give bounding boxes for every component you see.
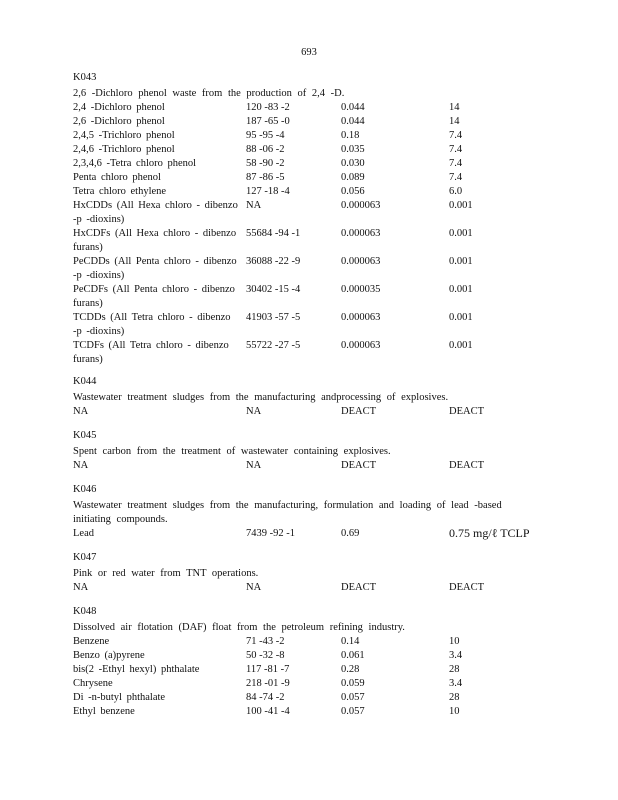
nonwastewater-standard: 7.4	[449, 130, 463, 141]
nonwastewater-standard: 7.4	[449, 144, 463, 155]
wastewater-standard: 0.030	[341, 158, 365, 169]
cas-number: 30402 -15 -4	[246, 284, 301, 295]
cas-number: 120 -83 -2	[246, 102, 290, 113]
wastewater-standard: 0.000063	[341, 200, 381, 211]
constituent-name: Benzene	[73, 636, 110, 647]
nonwastewater-standard: 0.001	[449, 200, 473, 211]
nonwastewater-standard: 10	[449, 706, 460, 717]
cas-number: NA	[246, 582, 262, 593]
constituent-name: Ethyl benzene	[73, 706, 135, 717]
waste-section-k045	[73, 431, 543, 473]
constituent-row	[73, 199, 543, 227]
wastewater-standard: 0.044	[341, 116, 365, 127]
wastewater-standard: 0.035	[341, 144, 365, 155]
constituent-name: 2,4,6 -Trichloro phenol	[73, 144, 175, 155]
constituent-name: HxCDFs (All Hexa chloro - dibenzo furans)	[73, 228, 237, 253]
waste-code: K045	[73, 430, 97, 441]
constituent-row	[73, 157, 543, 171]
nonwastewater-standard: 28	[449, 664, 460, 675]
constituent-name: bis(2 -Ethyl hexyl) phthalate	[73, 664, 200, 675]
waste-code: K048	[73, 606, 97, 617]
cas-number: 117 -81 -7	[246, 664, 290, 675]
cas-number: NA	[246, 200, 262, 211]
constituent-name: Lead	[73, 528, 94, 539]
constituent-name: HxCDDs (All Hexa chloro - dibenzo -p -dioxins)	[73, 200, 238, 225]
wastewater-standard: 0.089	[341, 172, 365, 183]
waste-description: Wastewater treatment sludges from the manufacturing andprocessing of explosives.	[73, 392, 449, 403]
wastewater-standard: 0.000063	[341, 340, 381, 351]
wastewater-standard: 0.057	[341, 692, 365, 703]
nonwastewater-standard: 0.001	[449, 284, 473, 295]
cas-number: 84 -74 -2	[246, 692, 285, 703]
nonwastewater-standard: 7.4	[449, 172, 463, 183]
waste-code: K044	[73, 376, 97, 387]
waste-code: K043	[73, 72, 97, 83]
nonwastewater-standard: 0.75 mg/ℓ TCLP	[449, 526, 530, 540]
constituent-row	[73, 459, 543, 473]
constituent-name: 2,4 -Dichloro phenol	[73, 102, 165, 113]
constituent-row	[73, 283, 543, 311]
cas-number: 218 -01 -9	[246, 678, 290, 689]
waste-section-k046	[73, 485, 543, 541]
constituent-row	[73, 129, 543, 143]
constituent-name: TCDFs (All Tetra chloro - dibenzo furans)	[73, 340, 229, 365]
waste-description: Dissolved air flotation (DAF) float from the petroleum refining industry.	[73, 622, 405, 633]
constituent-row	[73, 185, 543, 199]
constituent-name: PeCDFs (All Penta chloro - dibenzo furans)	[73, 284, 235, 309]
nonwastewater-standard: 6.0	[449, 186, 463, 197]
nonwastewater-standard: DEACT	[449, 582, 484, 593]
waste-section-k048	[73, 607, 543, 719]
cas-number: 50 -32 -8	[246, 650, 285, 661]
waste-description: Pink or red water from TNT operations.	[73, 568, 259, 579]
wastewater-standard: 0.000063	[341, 312, 381, 323]
waste-description: Spent carbon from the treatment of wastewater containing explosives.	[73, 446, 391, 457]
wastewater-standard: 0.056	[341, 186, 365, 197]
nonwastewater-standard: 14	[449, 102, 460, 113]
cas-number: 58 -90 -2	[246, 158, 285, 169]
cas-number: 55684 -94 -1	[246, 228, 301, 239]
nonwastewater-standard: 10	[449, 636, 460, 647]
waste-section-k044	[73, 377, 543, 419]
cas-number: 55722 -27 -5	[246, 340, 301, 351]
constituent-name: Benzo (a)pyrene	[73, 650, 145, 661]
waste-description: Wastewater treatment sludges from the manufacturing, formulation and loading of lead -based initiating compounds.	[73, 500, 502, 525]
wastewater-standard: DEACT	[341, 582, 376, 593]
wastewater-standard: DEACT	[341, 460, 376, 471]
constituent-row	[73, 649, 543, 663]
nonwastewater-standard: DEACT	[449, 460, 484, 471]
constituent-row	[73, 227, 543, 255]
constituent-row	[73, 101, 543, 115]
wastewater-standard: 0.18	[341, 130, 360, 141]
wastewater-standard: 0.14	[341, 636, 360, 647]
cas-number: 36088 -22 -9	[246, 256, 301, 267]
constituent-row	[73, 339, 543, 367]
cas-number: 7439 -92 -1	[246, 528, 295, 539]
constituent-name: 2,4,5 -Trichloro phenol	[73, 130, 175, 141]
nonwastewater-standard: 28	[449, 692, 460, 703]
constituent-row	[73, 663, 543, 677]
wastewater-standard: 0.061	[341, 650, 365, 661]
nonwastewater-standard: 3.4	[449, 650, 463, 661]
constituent-row	[73, 581, 543, 595]
wastewater-standard: 0.044	[341, 102, 365, 113]
constituent-name: Chrysene	[73, 678, 113, 689]
constituent-name: NA	[73, 406, 89, 417]
nonwastewater-standard: DEACT	[449, 406, 484, 417]
waste-section-k043	[73, 73, 543, 367]
constituent-row	[73, 255, 543, 283]
constituent-name: NA	[73, 460, 89, 471]
cas-number: 88 -06 -2	[246, 144, 285, 155]
wastewater-standard: 0.059	[341, 678, 365, 689]
constituent-name: Di -n-butyl phthalate	[73, 692, 166, 703]
waste-code: K047	[73, 552, 97, 563]
constituent-name: NA	[73, 582, 89, 593]
cas-number: 187 -65 -0	[246, 116, 290, 127]
nonwastewater-standard: 3.4	[449, 678, 463, 689]
wastewater-standard: DEACT	[341, 406, 376, 417]
cas-number: 41903 -57 -5	[246, 312, 301, 323]
wastewater-standard: 0.69	[341, 528, 360, 539]
constituent-name: TCDDs (All Tetra chloro - dibenzo -p -dioxins)	[73, 312, 231, 337]
waste-description: 2,6 -Dichloro phenol waste from the production of 2,4 -D.	[73, 88, 345, 99]
cas-number: 87 -86 -5	[246, 172, 285, 183]
constituent-name: Penta chloro phenol	[73, 172, 161, 183]
cas-number: 71 -43 -2	[246, 636, 285, 647]
wastewater-standard: 0.28	[341, 664, 360, 675]
nonwastewater-standard: 0.001	[449, 256, 473, 267]
wastewater-standard: 0.000063	[341, 256, 381, 267]
constituent-name: Tetra chloro ethylene	[73, 186, 167, 197]
cas-number: 95 -95 -4	[246, 130, 285, 141]
cas-number: NA	[246, 406, 262, 417]
wastewater-standard: 0.000063	[341, 228, 381, 239]
constituent-row	[73, 677, 543, 691]
wastewater-standard: 0.057	[341, 706, 365, 717]
waste-section-k047	[73, 553, 543, 595]
constituent-row	[73, 527, 543, 541]
nonwastewater-standard: 0.001	[449, 312, 473, 323]
cas-number: 100 -41 -4	[246, 706, 290, 717]
constituent-row	[73, 691, 543, 705]
constituent-row	[73, 143, 543, 157]
constituent-row	[73, 635, 543, 649]
waste-code: K046	[73, 484, 97, 495]
nonwastewater-standard: 0.001	[449, 228, 473, 239]
page-number: 693	[301, 47, 317, 58]
constituent-name: 2,6 -Dichloro phenol	[73, 116, 165, 127]
nonwastewater-standard: 14	[449, 116, 460, 127]
constituent-row	[73, 705, 543, 719]
constituent-name: PeCDDs (All Penta chloro - dibenzo -p -dioxins)	[73, 256, 237, 281]
cas-number: NA	[246, 460, 262, 471]
wastewater-standard: 0.000035	[341, 284, 381, 295]
constituent-row	[73, 311, 543, 339]
constituent-row	[73, 115, 543, 129]
nonwastewater-standard: 0.001	[449, 340, 473, 351]
constituent-row	[73, 171, 543, 185]
constituent-row	[73, 405, 543, 419]
cas-number: 127 -18 -4	[246, 186, 290, 197]
constituent-name: 2,3,4,6 -Tetra chloro phenol	[73, 158, 197, 169]
nonwastewater-standard: 7.4	[449, 158, 463, 169]
